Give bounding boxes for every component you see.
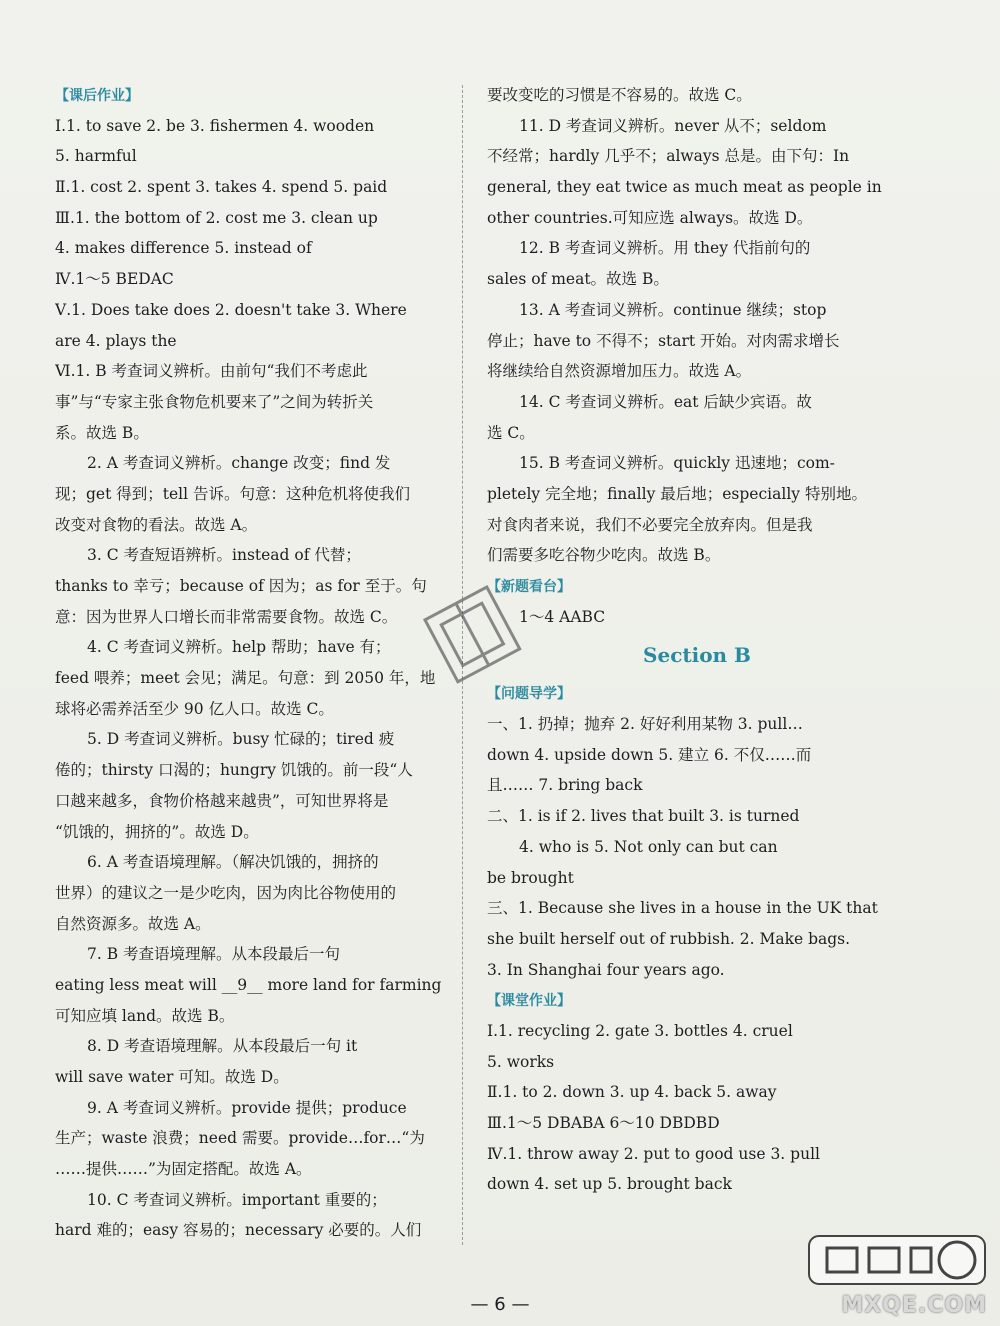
text-line: 球将必需养活至少 90 亿人口。故选 C。 — [55, 699, 334, 718]
text-line: 将继续给自然资源增加压力。故选 A。 — [487, 362, 752, 381]
text-line: 对食肉者来说，我们不必要完全放弃肉。但是我 — [487, 515, 813, 534]
text-line: 系。故选 B。 — [55, 423, 149, 442]
text-line: 现；get 得到；tell 告诉。句意：这种危机将使我们 — [55, 484, 410, 503]
text-line: 13. A 考查词义辨析。continue 继续；stop — [519, 300, 827, 319]
tag-label: 【课堂作业】 — [487, 993, 571, 1010]
text-line: general, they eat twice as much meat as people in — [487, 178, 882, 197]
text-line: 3. C 考查短语辨析。instead of 代替； — [87, 546, 361, 565]
text-line: 12. B 考查词义辨析。用 they 代指前句的 — [519, 239, 811, 258]
text-line: 倦的；thirsty 口渴的；hungry 饥饿的。前一段“人 — [55, 761, 413, 780]
text-line: other countries.可知应选 always。故选 D。 — [487, 208, 813, 227]
section-tag — [487, 571, 907, 602]
text-line: 事”与“专家主张食物危机要来了”之间为转折关 — [55, 392, 374, 411]
text-line: 7. B 考查语境理解。从本段最后一句 — [87, 945, 341, 964]
text-line: 6. A 考查语境理解。（解决饥饿的，拥挤的 — [87, 853, 379, 872]
watermark-text: MXQE.COM — [841, 1293, 987, 1318]
text-line: 不经常；hardly 几乎不；always 总是。由下句：In — [487, 147, 850, 166]
section-tag — [55, 80, 475, 111]
text-line: Ⅱ.1. cost 2. spent 3. takes 4. spend 5. paid — [55, 178, 388, 197]
text-line: will save water 可知。故选 D。 — [55, 1068, 289, 1086]
text-line: 14. C 考查词义辨析。eat 后缺少宾语。故 — [519, 392, 812, 411]
page-number: — 6 — — [470, 1294, 530, 1315]
text-line: 们需要多吃谷物少吃肉。故选 B。 — [487, 546, 721, 565]
text-line: 意：因为世界人口增长而非常需要食物。故选 C。 — [55, 607, 398, 626]
text-line: 世界）的建议之一是少吃肉，因为肉比谷物使用的 — [55, 883, 397, 902]
text-line: 改变对食物的看法。故选 A。 — [55, 515, 258, 534]
text-line: 5. works — [487, 1052, 555, 1071]
text-line: Ⅵ.1. B 考查词义辨析。由前句“我们不考虑此 — [55, 362, 368, 381]
text-line: 15. B 考查词义辨析。quickly 迅速地；com- — [519, 454, 835, 473]
text-line: 2. A 考查词义辨析。change 改变；find 发 — [87, 454, 391, 473]
text-line: 4. C 考查词义辨析。help 帮助；have 有； — [87, 638, 391, 657]
text-line: down 4. upside down 5. 建立 6. 不仅……而 — [487, 745, 812, 764]
text-line: 3. In Shanghai four years ago. — [487, 960, 725, 979]
text-line: 一、1. 扔掉；抛弃 2. 好好利用某物 3. pull… — [487, 715, 803, 734]
text-line: hard 难的；easy 容易的；necessary 必要的。人们 — [55, 1221, 422, 1240]
text-line: Ⅲ.1～5 DBABA 6～10 DBDBD — [487, 1114, 720, 1132]
text-line: thanks to 幸亏；because of 因为；as for 至于。句 — [55, 577, 427, 595]
text-line: 停止；have to 不得不；start 开始。对肉需求增长 — [487, 331, 840, 350]
text-line: 三、1. Because she lives in a house in the UK that — [487, 899, 878, 918]
text-line: 选 C。 — [487, 423, 535, 442]
text-line: 4. who is 5. Not only can but can — [519, 837, 778, 856]
right-column — [487, 80, 907, 1200]
text-line: eating less meat will __9__ more land for farming — [55, 975, 442, 994]
answer-circle-logo — [807, 1234, 987, 1286]
text-line: 且…… 7. bring back — [487, 776, 643, 795]
tag-label: 【问题导学】 — [487, 686, 571, 703]
text-line: 4. makes difference 5. instead of — [55, 239, 312, 258]
text-line: Ⅱ.1. to 2. down 3. up 4. back 5. away — [487, 1083, 777, 1102]
section-tag — [487, 678, 907, 709]
text-line: be brought — [487, 868, 574, 887]
text-line: Ⅲ.1. the bottom of 2. cost me 3. clean up — [55, 208, 378, 227]
text-line: Ⅳ.1～5 BEDAC — [55, 270, 174, 289]
text-line: 口越来越多，食物价格越来越贵”，可知世界将是 — [55, 791, 389, 810]
text-line: 自然资源多。故选 A。 — [55, 914, 211, 933]
text-line: pletely 完全地；finally 最后地；especially 特别地。 — [487, 484, 867, 503]
text-line: 5. harmful — [55, 147, 137, 166]
left-column — [55, 80, 475, 1246]
text-line: 要改变吃的习惯是不容易的。故选 C。 — [487, 86, 752, 104]
section-heading: Section B — [643, 643, 751, 668]
text-line: Ⅰ.1. to save 2. be 3. fishermen 4. wooden — [55, 116, 375, 135]
text-line: Ⅴ.1. Does take does 2. doesn't take 3. Where — [55, 300, 407, 319]
text-line: Ⅳ.1. throw away 2. put to good use 3. pull — [487, 1144, 820, 1163]
text-line: are 4. plays the — [55, 331, 177, 350]
text-line: 10. C 考查词义辨析。important 重要的； — [87, 1190, 387, 1209]
text-line: ……提供……”为固定搭配。故选 A。 — [55, 1160, 312, 1179]
text-line: Ⅰ.1. recycling 2. gate 3. bottles 4. cruel — [487, 1021, 793, 1040]
text-line: 1～4 AABC — [519, 607, 606, 626]
text-line: 9. A 考查词义辨析。provide 提供；produce — [87, 1098, 407, 1117]
text-line: 5. D 考查词义辨析。busy 忙碌的；tired 疲 — [87, 730, 395, 749]
text-line: sales of meat。故选 B。 — [487, 270, 669, 289]
text-line: 可知应填 land。故选 B。 — [55, 1006, 235, 1025]
text-line: “饥饿的，拥挤的”。故选 D。 — [55, 822, 259, 841]
text-line: 生产；waste 浪费；need 需要。provide…for…“为 — [55, 1129, 425, 1148]
text-line: 11. D 考查词义辨析。never 从不；seldom — [519, 116, 827, 135]
text-line: feed 喂养；meet 会见；满足。句意：到 2050 年，地 — [55, 669, 436, 688]
text-line: down 4. set up 5. brought back — [487, 1175, 732, 1194]
text-line: 二、1. is if 2. lives that built 3. is turned — [487, 807, 800, 826]
section-tag — [487, 985, 907, 1016]
text-line: 8. D 考查语境理解。从本段最后一句 it — [87, 1037, 358, 1056]
column-divider — [462, 85, 463, 1245]
watermark-logo — [800, 1230, 995, 1322]
tag-label: 【新题看台】 — [487, 579, 571, 595]
text-line: she built herself out of rubbish. 2. Make bags. — [487, 929, 851, 948]
tag-label: 【课后作业】 — [55, 88, 139, 104]
